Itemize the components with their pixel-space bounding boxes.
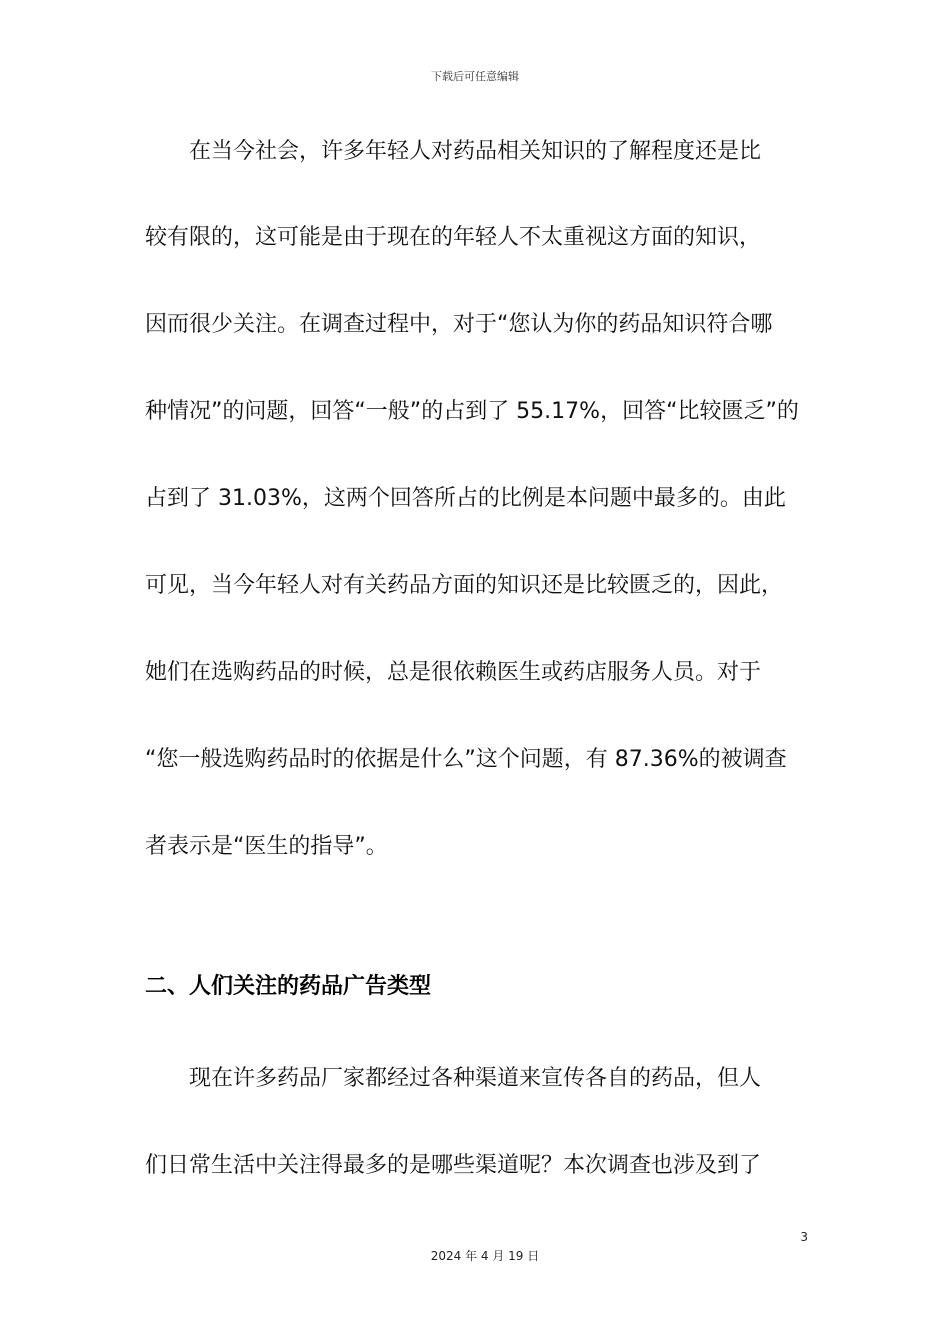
footer-date: 2024 年 4 月 19 日 (430, 1249, 540, 1263)
paragraph-line: 种情况”的问题，回答“一般”的占到了 55.17%，回答“比较匮乏”的 (145, 399, 799, 424)
section-heading: 二、人们关注的药品广告类型 (145, 974, 432, 999)
paragraph-line: “您一般选购药品时的依据是什么”这个问题，有 87.36%的被调查 (145, 747, 787, 772)
paragraph-line: 可见，当今年轻人对有关药品方面的知识还是比较匮乏的，因此， (145, 573, 784, 598)
paragraph-line: 较有限的，这可能是由于现在的年轻人不太重视这方面的知识， (145, 225, 762, 250)
paragraph-line: 现在许多药品厂家都经过各种渠道来宣传各自的药品，但人 (189, 1066, 762, 1091)
page-header-note: 下载后可任意编辑 (431, 70, 519, 83)
paragraph-line: 占到了 31.03%，这两个回答所占的比例是本问题中最多的。由此 (145, 486, 786, 511)
page-number: 3 (800, 1230, 808, 1244)
paragraph-line: 们日常生活中关注得最多的是哪些渠道呢？本次调查也涉及到了 (145, 1153, 762, 1178)
paragraph-line: 她们在选购药品的时候，总是很依赖医生或药店服务人员。对于 (145, 660, 762, 685)
paragraph-line: 者表示是“医生的指导”。 (145, 834, 388, 859)
paragraph-line: 在当今社会，许多年轻人对药品相关知识的了解程度还是比 (189, 139, 762, 164)
paragraph-line: 因而很少关注。在调查过程中，对于“您认为你的药品知识符合哪 (145, 312, 773, 337)
